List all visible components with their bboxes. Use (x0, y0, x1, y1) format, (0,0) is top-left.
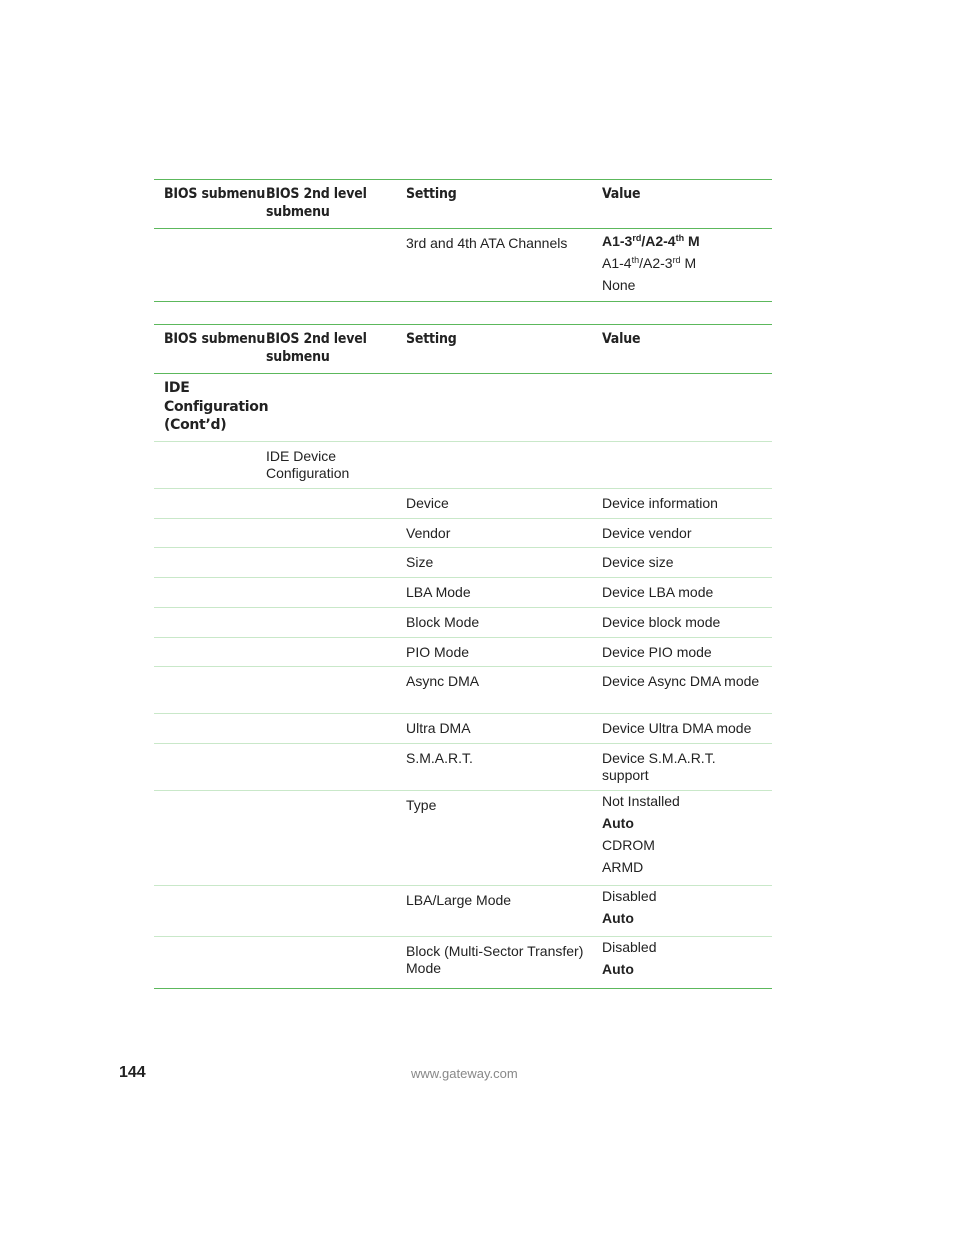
value-option: Disabled (602, 939, 657, 955)
table-row (154, 229, 772, 302)
table-row (154, 489, 772, 519)
value-option: Disabled (602, 888, 657, 904)
value-option-default: Auto (602, 910, 634, 926)
header-setting: Setting (406, 331, 457, 347)
value-option-default: A1-3rd/A2-4th M (602, 233, 700, 249)
value-cell: Device PIO mode (602, 644, 712, 660)
table-row (154, 791, 772, 886)
page-number: 144 (119, 1064, 146, 1081)
header-setting: Setting (406, 186, 457, 202)
table-row (154, 608, 772, 638)
footer-url[interactable]: www.gateway.com (411, 1066, 518, 1081)
value-list (602, 886, 762, 936)
value-option: Not Installed (602, 793, 680, 809)
value-cell: Device Async DMA mode (602, 673, 760, 689)
value-option: CDROM (602, 837, 655, 853)
value-cell: Device block mode (602, 614, 721, 630)
setting-cell: Async DMA (406, 673, 480, 689)
section-row (154, 374, 772, 442)
bios-table-2 (154, 324, 772, 989)
header-2nd-level-submenu: BIOS 2nd level submenu (266, 331, 367, 365)
table-header (154, 179, 772, 229)
value-option: ARMD (602, 859, 644, 875)
setting-cell: Vendor (406, 525, 451, 541)
value-list (602, 791, 762, 885)
value-option-default: Auto (602, 961, 634, 977)
bios-table-1 (154, 179, 772, 302)
value-list (602, 937, 762, 988)
table-row (154, 548, 772, 578)
setting-cell: Device (406, 495, 449, 511)
setting-cell: Ultra DMA (406, 720, 471, 736)
table-row (154, 578, 772, 608)
table-row (154, 886, 772, 937)
setting-cell: LBA Mode (406, 584, 471, 600)
setting-cell: S.M.A.R.T. (406, 750, 473, 766)
submenu-ide-device-configuration: IDE Device Configuration (266, 448, 350, 481)
setting-cell: PIO Mode (406, 644, 470, 660)
table-row (154, 744, 772, 791)
section-ide-configuration: IDE Configuration (Cont’d) (164, 380, 269, 433)
table-row (154, 519, 772, 548)
value-option: None (602, 277, 636, 293)
setting-cell: Block Mode (406, 614, 480, 630)
table-row (154, 667, 772, 714)
setting-lba-large-mode: LBA/Large Mode (406, 892, 512, 908)
table-header (154, 324, 772, 374)
value-cell: Device Ultra DMA mode (602, 720, 752, 736)
value-cell: Device size (602, 554, 674, 570)
value-option-default: Auto (602, 815, 634, 831)
table-row (154, 937, 772, 989)
header-bios-submenu: BIOS submenu (164, 186, 266, 202)
table-row (154, 638, 772, 667)
header-bios-submenu: BIOS submenu (164, 331, 266, 347)
value-cell: Device information (602, 495, 718, 511)
header-value: Value (602, 186, 641, 202)
value-list (602, 229, 762, 301)
value-option: A1-4th/A2-3rd M (602, 255, 697, 271)
value-cell: Device vendor (602, 525, 692, 541)
value-cell: Device S.M.A.R.T. support (602, 750, 716, 783)
header-value: Value (602, 331, 641, 347)
setting-block-multi-sector: Block (Multi-Sector Transfer) Mode (406, 943, 584, 976)
submenu-row (154, 442, 772, 489)
header-2nd-level-submenu: BIOS 2nd level submenu (266, 186, 367, 220)
setting-cell: Size (406, 554, 434, 570)
setting-type: Type (406, 797, 437, 813)
value-cell: Device LBA mode (602, 584, 714, 600)
table-row (154, 714, 772, 744)
setting-ata-channels: 3rd and 4th ATA Channels (406, 235, 568, 251)
device-rows (154, 489, 772, 791)
